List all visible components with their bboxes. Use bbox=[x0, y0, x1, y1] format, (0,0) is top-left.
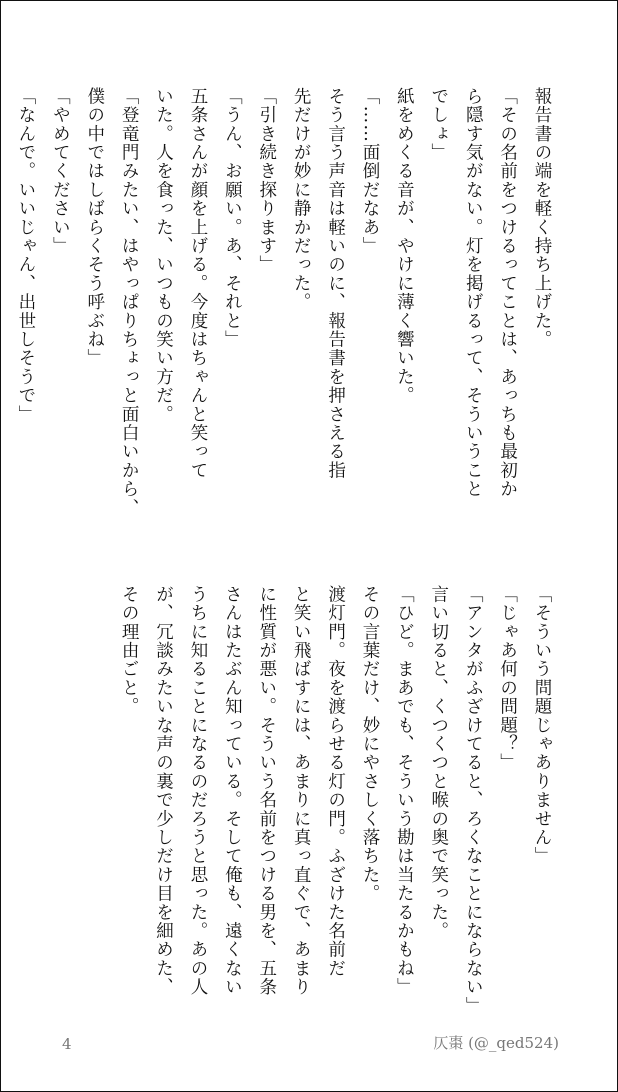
text-line: 「うん、お願い。あ、それと」 bbox=[222, 87, 243, 349]
text-line: 「登竜門みたい、はやっぱりちょっと面白いから、 bbox=[119, 87, 140, 518]
text-line: 先だけが妙に静かだった。 bbox=[291, 87, 312, 312]
text-line: その理由ごと。 bbox=[119, 585, 140, 716]
text-line: 渡灯門。夜を渡らせる灯の門。ふざけた名前だ bbox=[325, 585, 346, 978]
text-line: 「引き続き探ります」 bbox=[256, 87, 277, 274]
text-line: に性質が悪い。そういう名前をつける男を、五条 bbox=[256, 585, 277, 997]
text-line: さんはたぶん知っている。そして俺も、遠くない bbox=[222, 585, 243, 997]
text-line: 僕の中ではしばらくそう呼ぶね」 bbox=[84, 87, 105, 368]
page-number: 4 bbox=[62, 1035, 72, 1053]
text-line: 「そういう問題じゃありません」 bbox=[532, 585, 552, 866]
text-line: その言葉だけ、妙にやさしく落ちた。 bbox=[359, 585, 380, 903]
text-line: 「やめてください」 bbox=[50, 87, 71, 256]
text-line: 「……面倒だなあ」 bbox=[359, 87, 380, 256]
text-line: そう言う声音は軽いのに、報告書を押さえる指 bbox=[325, 87, 346, 480]
text-line: 「アンタがふざけてると、ろくなことにならない」 bbox=[463, 585, 484, 1016]
text-line: 言い切ると、くつくつと喉の奥で笑った。 bbox=[428, 585, 449, 941]
text-line: 「ひど。まあでも、そういう勘は当たるかもね」 bbox=[394, 585, 415, 997]
text-line: 「なんで。いいじゃん、出世しそうで」 bbox=[15, 87, 36, 424]
text-line: 紙をめくる音が、やけに薄く響いた。 bbox=[394, 87, 415, 405]
text-line: 報告書の端を軽く持ち上げた。 bbox=[532, 87, 552, 349]
text-line: が、冗談みたいな声の裏で少しだけ目を細めた、 bbox=[153, 585, 174, 997]
author-credit: 仄棗 (@_qed524) bbox=[433, 1034, 559, 1052]
text-line: 「じゃあ何の問題？」 bbox=[497, 585, 518, 772]
text-line: いた。人を食った、いつもの笑い方だ。 bbox=[153, 87, 174, 424]
text-line: 「その名前をつけるってことは、あっちも最初か bbox=[497, 87, 518, 499]
text-line: うちに知ることになるのだろうと思った。あの人 bbox=[187, 585, 208, 997]
text-line: 五条さんが顔を上げる。今度はちゃんと笑って bbox=[187, 87, 208, 480]
text-line: ら隠す気がない。灯を掲げるって、そういうこと bbox=[463, 87, 484, 499]
text-line: と笑い飛ばすには、あまりに真っ直ぐで、あまり bbox=[291, 585, 312, 997]
top-text-block bbox=[9, 87, 560, 557]
text-line: でしょ」 bbox=[428, 87, 449, 162]
bottom-text-block bbox=[112, 585, 559, 1016]
